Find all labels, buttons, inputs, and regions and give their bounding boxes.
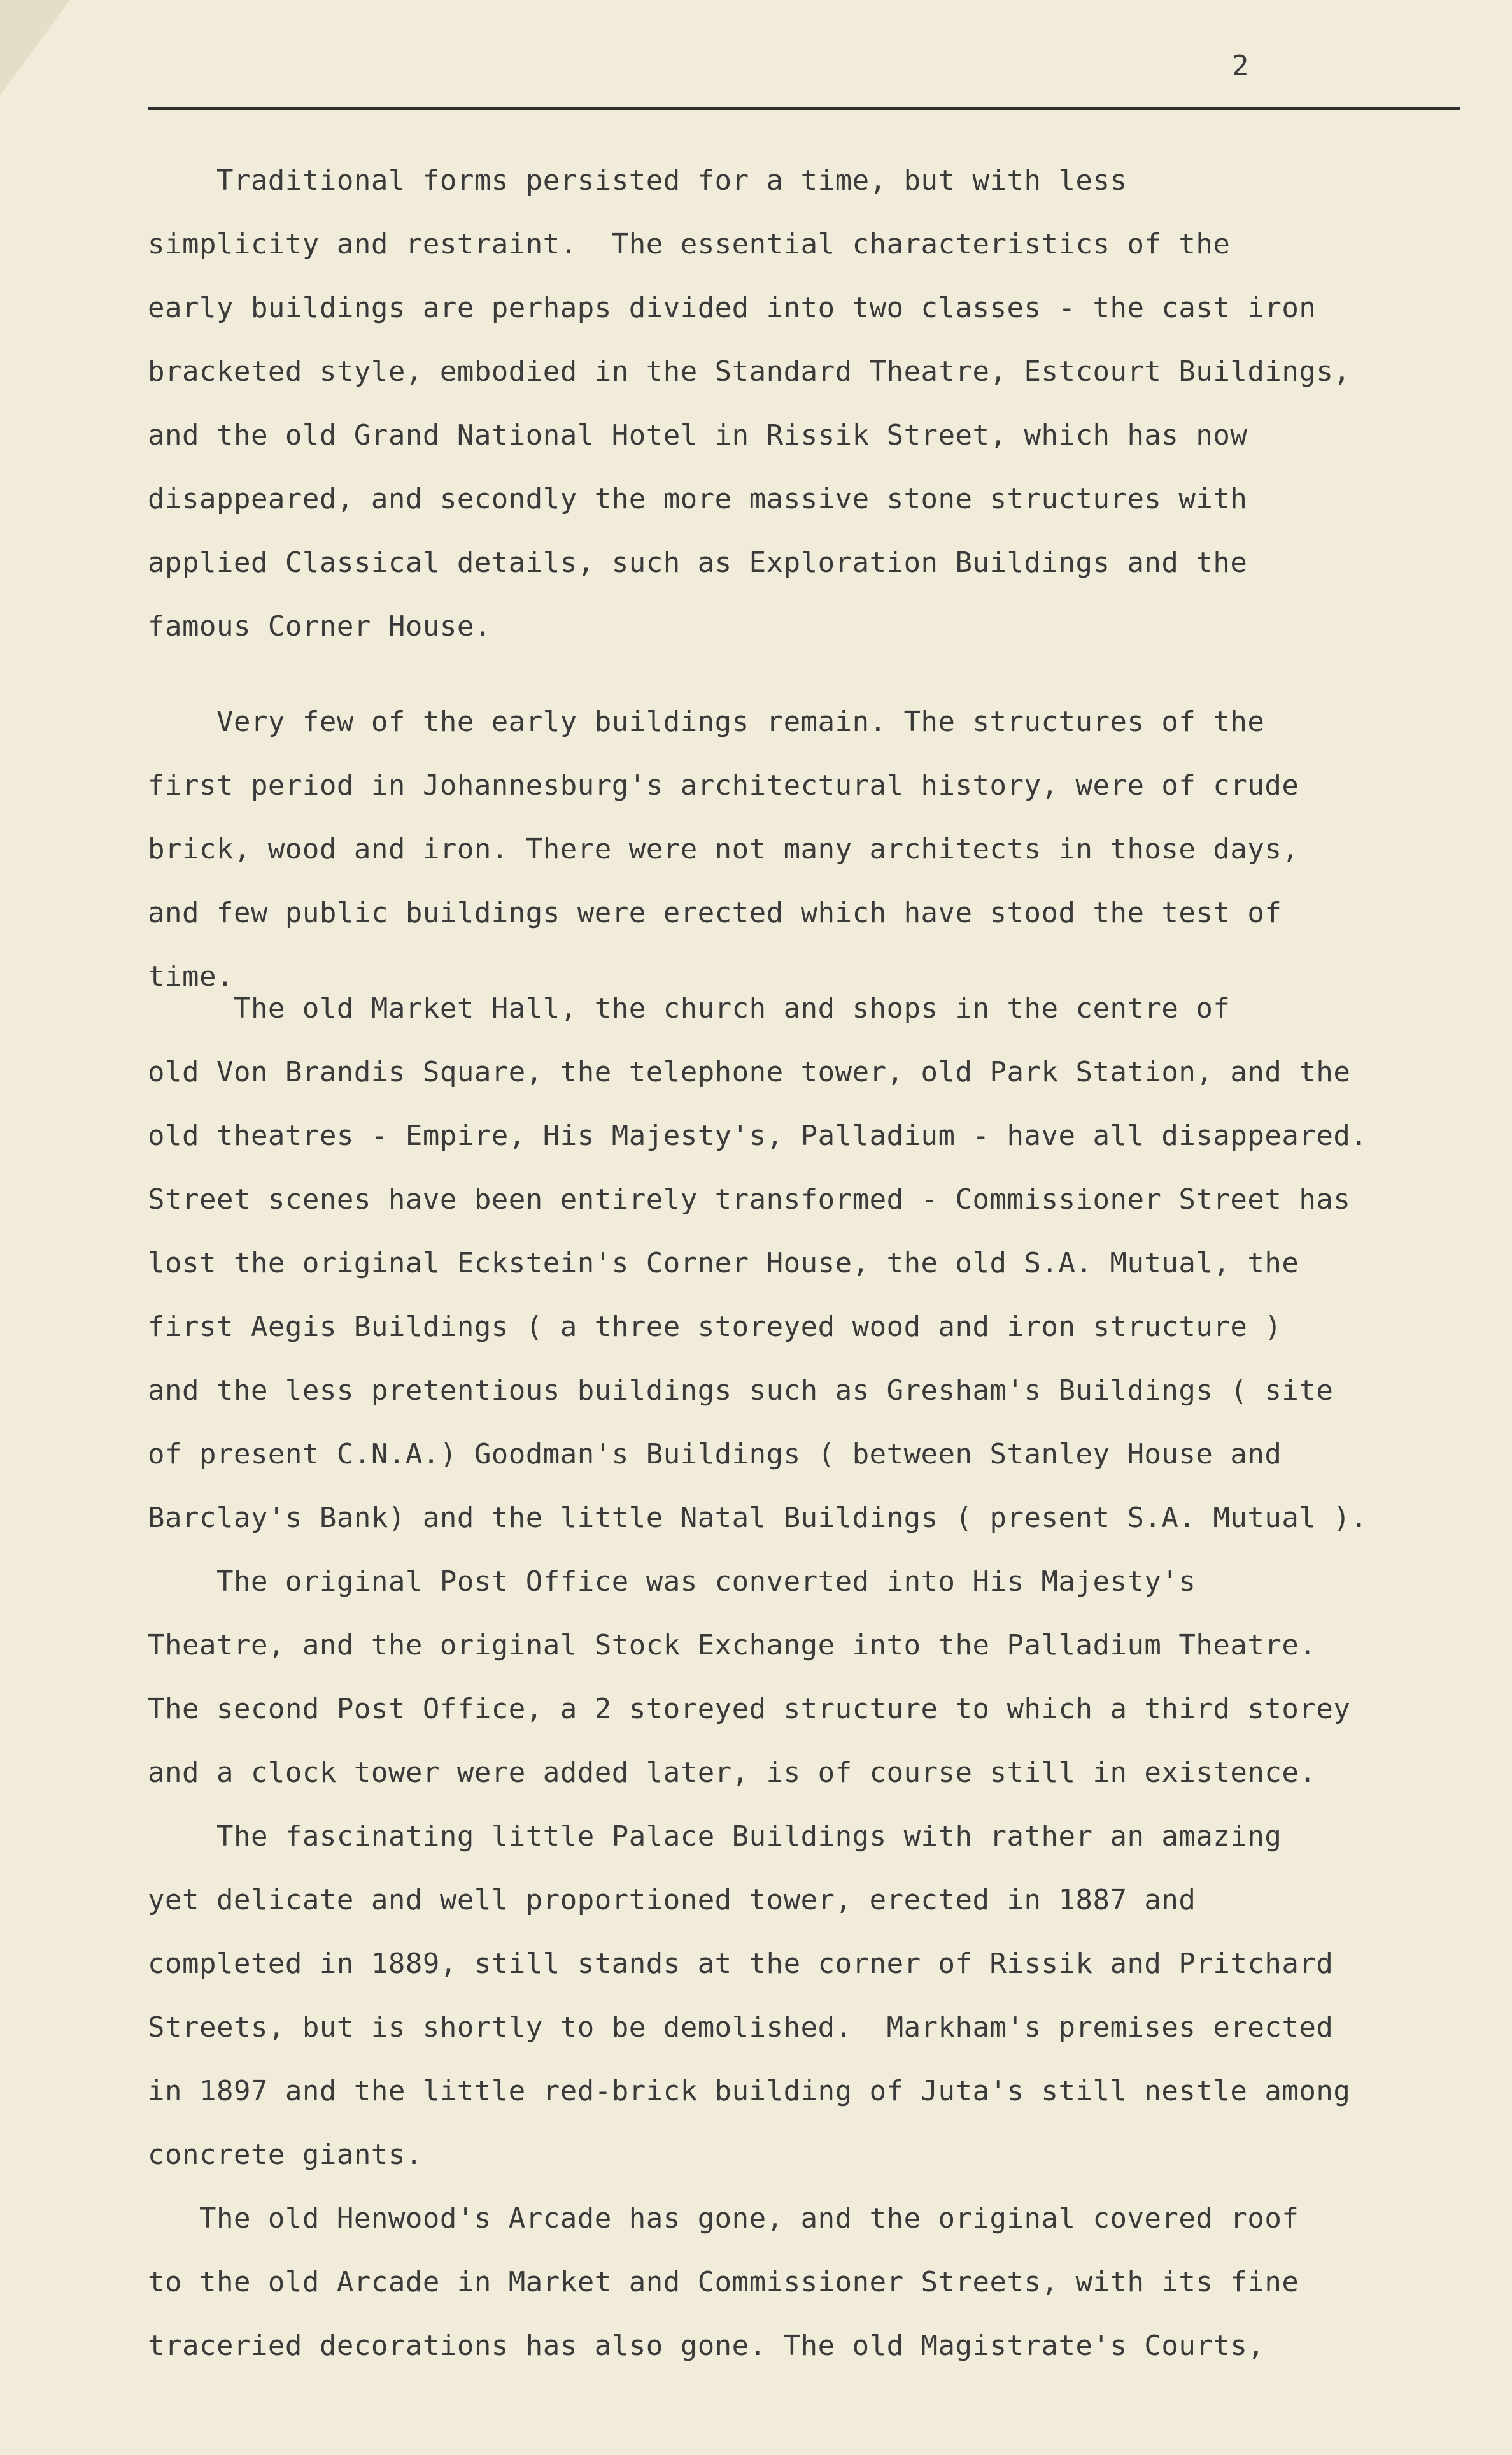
text-line: bracketed style, embodied in the Standard Theatre, Estcourt Buildings, [148,355,1351,388]
text-line: of present C.N.A.) Goodman's Buildings ( between Stanley House and [148,1438,1282,1470]
text-line: old theatres - Empire, His Majesty's, Palladium - have all disappeared. [148,1120,1368,1152]
text-line: famous Corner House. [148,610,491,643]
text-line: brick, wood and iron. There were not many architects in those days, [148,833,1299,865]
text-line: completed in 1889, still stands at the corner of Rissik and Pritchard [148,1947,1334,1980]
text-line: The second Post Office, a 2 storeyed structure to which a third storey [148,1693,1351,1725]
text-line: and the less pretentious buildings such as Gresham's Buildings ( site [148,1374,1334,1407]
text-line: disappeared, and secondly the more massive stone structures with [148,483,1248,515]
text-line: simplicity and restraint. The essential characteristics of the [148,228,1231,260]
folded-corner [0,0,70,96]
text-line: The old Market Hall, the church and shops in the centre of [148,992,1231,1025]
text-line: Street scenes have been entirely transformed - Commissioner Street has [148,1183,1351,1216]
text-line: time. [148,960,234,993]
text-line: and few public buildings were erected which have stood the test of [148,897,1282,929]
text-line: and a clock tower were added later, is of course still in existence. [148,1756,1317,1789]
text-line: Very few of the early buildings remain. The structures of the [148,706,1265,738]
text-line: The fascinating little Palace Buildings with rather an amazing [148,1820,1282,1853]
text-line: applied Classical details, such as Exploration Buildings and the [148,546,1248,579]
text-line: Barclay's Bank) and the little Natal Buildings ( present S.A. Mutual ). [148,1502,1368,1534]
text-line: first Aegis Buildings ( a three storeyed wood and iron structure ) [148,1311,1282,1343]
text-line: Theatre, and the original Stock Exchange into the Palladium Theatre. [148,1629,1317,1662]
text-line: yet delicate and well proportioned tower, erected in 1887 and [148,1884,1196,1916]
header-rule [148,107,1460,110]
text-line: traceried decorations has also gone. The old Magistrate's Courts, [148,2330,1265,2362]
text-line: The original Post Office was converted into His Majesty's [148,1565,1196,1598]
page-number: 2 [1232,50,1249,82]
text-line: and the old Grand National Hotel in Rissik Street, which has now [148,419,1248,452]
text-line: old Von Brandis Square, the telephone tower, old Park Station, and the [148,1056,1351,1088]
text-line: concrete giants. [148,2138,423,2171]
text-line: Streets, but is shortly to be demolished. Markham's premises erected [148,2011,1334,2044]
text-line: to the old Arcade in Market and Commissioner Streets, with its fine [148,2266,1299,2298]
text-line: lost the original Eckstein's Corner House, the old S.A. Mutual, the [148,1247,1299,1279]
text-line: The old Henwood's Arcade has gone, and the original covered roof [148,2202,1299,2235]
text-line: first period in Johannesburg's architectural history, were of crude [148,769,1299,802]
text-line: in 1897 and the little red-brick building of Juta's still nestle among [148,2075,1351,2107]
text-line: early buildings are perhaps divided into two classes - the cast iron [148,292,1317,324]
text-line: Traditional forms persisted for a time, but with less [148,164,1127,197]
